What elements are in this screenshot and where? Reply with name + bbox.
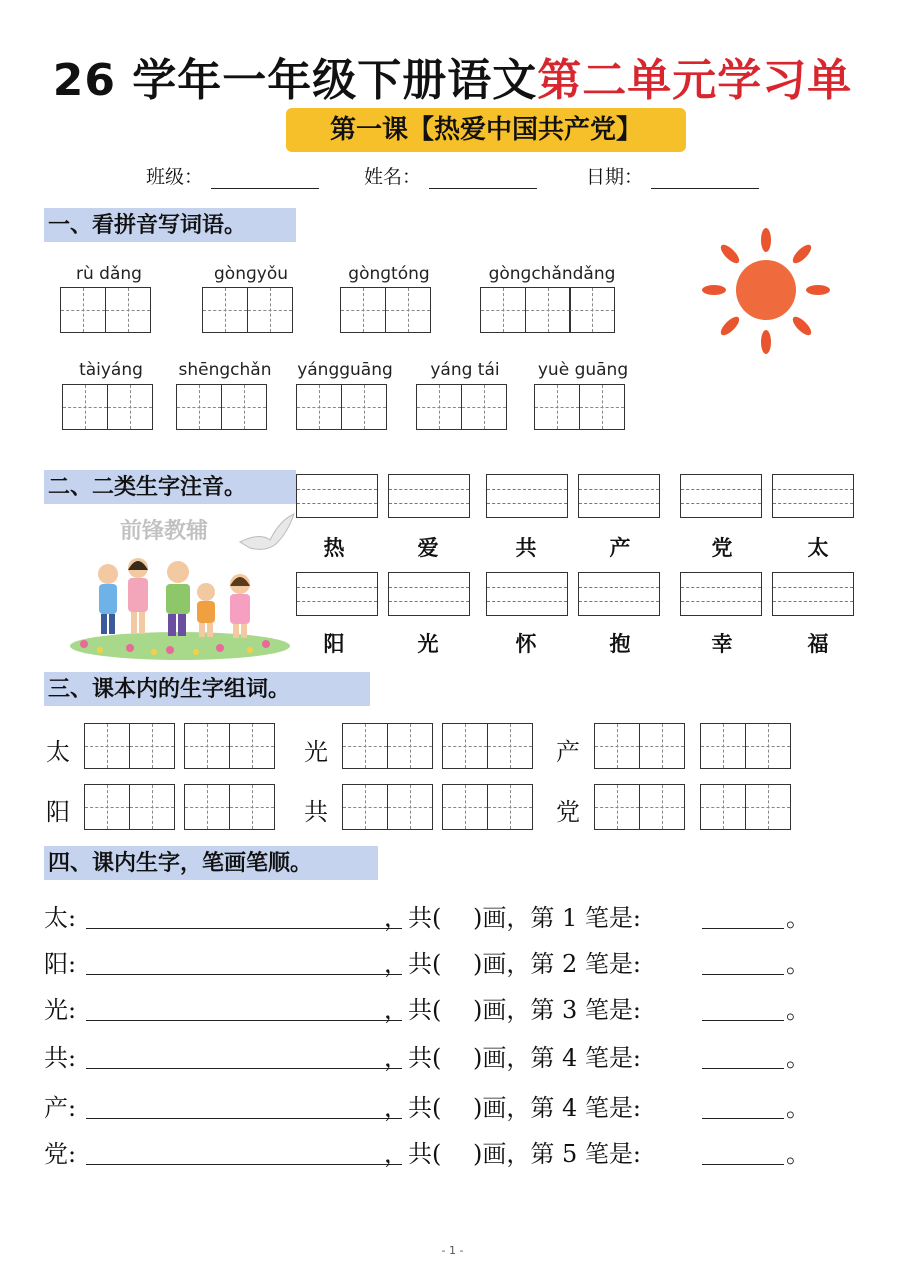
answer-line[interactable] [86, 1068, 402, 1069]
grid-cell[interactable] [639, 723, 685, 769]
pinyin-8: yáng tái [430, 360, 500, 380]
char-re: 热 [323, 535, 345, 560]
stroke-row-3 [44, 990, 824, 1026]
pinyin-7: yángguāng [297, 360, 393, 380]
section2-heading: 二、二类生字注音。 [44, 470, 296, 504]
grid-cell[interactable] [416, 384, 462, 430]
grid-cell[interactable] [579, 384, 625, 430]
grid-cell[interactable] [461, 384, 507, 430]
stroke-row-5 [44, 1088, 824, 1124]
dove-icon [236, 512, 296, 556]
s3-char-yang: 阳 [46, 798, 70, 826]
period: 。 [786, 1094, 810, 1122]
grid-cell[interactable] [202, 287, 248, 333]
answer-line[interactable] [86, 1020, 402, 1021]
grid-cell[interactable] [480, 287, 526, 333]
char-chan: 产 [609, 535, 631, 560]
writing-grid-2[interactable] [202, 287, 291, 333]
grid-cell[interactable] [341, 384, 387, 430]
grid-cell[interactable] [487, 723, 533, 769]
grid-cell[interactable] [184, 784, 230, 830]
word-grid[interactable] [342, 784, 431, 830]
grid-cell[interactable] [84, 723, 130, 769]
grid-cell[interactable] [296, 384, 342, 430]
s3-char-guang: 光 [304, 738, 328, 766]
grid-cell[interactable] [247, 287, 293, 333]
writing-grid-4[interactable] [480, 287, 614, 333]
grid-cell[interactable] [107, 384, 153, 430]
date-label: 日期： [586, 166, 644, 188]
stroke-row-6 [44, 1134, 824, 1170]
stroke-answer-line[interactable] [702, 1068, 784, 1069]
s3-char-tai: 太 [46, 738, 70, 766]
class-line[interactable] [211, 168, 319, 189]
grid-cell[interactable] [639, 784, 685, 830]
period: 。 [786, 950, 810, 978]
stroke-question: ，共( )画，第 4 笔是: [384, 1044, 641, 1072]
grid-cell[interactable] [60, 287, 106, 333]
period: 。 [786, 1140, 810, 1168]
word-grid[interactable] [84, 723, 173, 769]
pinyin-box[interactable] [680, 474, 762, 518]
char-gong: 共 [515, 535, 537, 560]
word-grid[interactable] [184, 723, 273, 769]
grid-cell[interactable] [84, 784, 130, 830]
grid-cell[interactable] [594, 784, 640, 830]
period: 。 [786, 904, 810, 932]
pinyin-box[interactable] [296, 572, 378, 616]
char-dang: 党 [711, 535, 733, 560]
answer-line[interactable] [86, 928, 402, 929]
grid-cell[interactable] [487, 784, 533, 830]
section3-heading: 三、课本内的生字组词。 [44, 672, 370, 706]
lesson-banner: 第一课【热爱中国共产党】 [286, 108, 686, 152]
grid-cell[interactable] [442, 784, 488, 830]
word-grid[interactable] [342, 723, 431, 769]
grid-cell[interactable] [176, 384, 222, 430]
stroke-char: 产: [44, 1094, 77, 1122]
grid-cell[interactable] [569, 287, 615, 333]
grid-cell[interactable] [62, 384, 108, 430]
word-grid[interactable] [700, 784, 789, 830]
grid-cell[interactable] [105, 287, 151, 333]
grid-cell[interactable] [129, 723, 175, 769]
stroke-question: ，共( )画，第 2 笔是: [384, 950, 641, 978]
pinyin-box[interactable] [388, 572, 470, 616]
grid-cell[interactable] [385, 287, 431, 333]
grid-cell[interactable] [229, 784, 275, 830]
children-illustration [70, 540, 290, 660]
date-line[interactable] [651, 168, 759, 189]
grid-cell[interactable] [745, 723, 791, 769]
stroke-answer-line[interactable] [702, 974, 784, 975]
pinyin-box[interactable] [486, 572, 568, 616]
grid-cell[interactable] [229, 723, 275, 769]
char-guang: 光 [417, 631, 439, 656]
writing-grid-6[interactable] [176, 384, 265, 430]
stroke-char: 共: [44, 1044, 77, 1072]
title-part2: 第二单元学习单 [537, 55, 853, 106]
writing-grid-3[interactable] [340, 287, 429, 333]
char-tai: 太 [807, 535, 829, 560]
pinyin-2: gònɡyǒu [214, 264, 288, 284]
pinyin-6: shēngchǎn [178, 360, 272, 380]
word-grid[interactable] [442, 723, 531, 769]
stroke-answer-line[interactable] [702, 1164, 784, 1165]
char-fu: 福 [807, 631, 829, 656]
stroke-answer-line[interactable] [702, 928, 784, 929]
grid-cell[interactable] [221, 384, 267, 430]
grid-cell[interactable] [342, 723, 388, 769]
answer-line[interactable] [86, 1164, 402, 1165]
writing-grid-9[interactable] [534, 384, 623, 430]
pinyin-box[interactable] [772, 474, 854, 518]
stroke-char: 党: [44, 1140, 77, 1168]
stroke-char: 太: [44, 904, 77, 932]
title-part1: 26 学年一年级下册语文 [52, 55, 538, 106]
class-field[interactable] [146, 162, 319, 189]
stroke-answer-line[interactable] [702, 1118, 784, 1119]
stroke-question: ，共( )画，第 5 笔是: [384, 1140, 641, 1168]
stroke-question: ，共( )画，第 1 笔是: [384, 904, 641, 932]
grid-cell[interactable] [525, 287, 571, 333]
char-yang: 阳 [323, 631, 345, 656]
pinyin-box[interactable] [772, 572, 854, 616]
stroke-question: ，共( )画，第 4 笔是: [384, 1094, 641, 1122]
stroke-char: 阳: [44, 950, 77, 978]
writing-grid-5[interactable] [62, 384, 151, 430]
grid-cell[interactable] [534, 384, 580, 430]
s3-char-gong: 共 [304, 798, 328, 826]
stroke-question: ，共( )画，第 3 笔是: [384, 996, 641, 1024]
name-label: 姓名： [364, 166, 422, 188]
grid-cell[interactable] [745, 784, 791, 830]
section4-heading: 四、课内生字，笔画笔顺。 [44, 846, 378, 880]
grid-cell[interactable] [442, 723, 488, 769]
pinyin-3: gònɡtóng [348, 264, 430, 284]
char-ai: 爱 [417, 535, 439, 560]
pinyin-5: tàiyáng [79, 360, 143, 380]
sun-icon [696, 216, 836, 360]
stroke-row-2 [44, 944, 824, 980]
answer-line[interactable] [86, 1118, 402, 1119]
section1-heading: 一、看拼音写词语。 [44, 208, 296, 242]
class-label: 班级： [146, 166, 204, 188]
page-number: - 1 - [441, 1244, 464, 1257]
period: 。 [786, 1044, 810, 1072]
pinyin-4: gònɡchǎndǎng [488, 264, 616, 284]
name-field[interactable] [364, 162, 537, 189]
pinyin-9: yuè guāng [537, 360, 629, 380]
word-grid[interactable] [594, 723, 683, 769]
char-bao: 抱 [609, 631, 631, 656]
word-grid[interactable] [442, 784, 531, 830]
pinyin-box[interactable] [680, 572, 762, 616]
answer-line[interactable] [86, 974, 402, 975]
writing-grid-8[interactable] [416, 384, 505, 430]
period: 。 [786, 996, 810, 1024]
grid-cell[interactable] [184, 723, 230, 769]
stroke-answer-line[interactable] [702, 1020, 784, 1021]
page-title [0, 44, 905, 108]
char-huai: 怀 [515, 631, 537, 656]
stroke-char: 光: [44, 996, 77, 1024]
char-xing: 幸 [711, 631, 733, 656]
grid-cell[interactable] [387, 784, 433, 830]
s3-char-chan: 产 [556, 738, 580, 766]
word-grid[interactable] [594, 784, 683, 830]
grid-cell[interactable] [340, 287, 386, 333]
grid-cell[interactable] [387, 723, 433, 769]
stroke-row-4 [44, 1038, 824, 1074]
grid-cell[interactable] [129, 784, 175, 830]
writing-grid-7[interactable] [296, 384, 385, 430]
pinyin-box[interactable] [388, 474, 470, 518]
grid-cell[interactable] [700, 784, 746, 830]
grid-cell[interactable] [700, 723, 746, 769]
pinyin-1: rù dǎng [76, 264, 142, 284]
grid-cell[interactable] [594, 723, 640, 769]
pinyin-box[interactable] [486, 474, 568, 518]
grid-cell[interactable] [342, 784, 388, 830]
name-line[interactable] [429, 168, 537, 189]
date-field[interactable] [586, 162, 759, 189]
watermark: 前锋教辅 [120, 519, 209, 544]
word-grid[interactable] [700, 723, 789, 769]
stroke-row-1 [44, 898, 824, 934]
pinyin-box[interactable] [296, 474, 378, 518]
pinyin-box[interactable] [578, 572, 660, 616]
pinyin-box[interactable] [578, 474, 660, 518]
writing-grid-1[interactable] [60, 287, 149, 333]
word-grid[interactable] [184, 784, 273, 830]
word-grid[interactable] [84, 784, 173, 830]
s3-char-dang: 党 [556, 798, 580, 826]
